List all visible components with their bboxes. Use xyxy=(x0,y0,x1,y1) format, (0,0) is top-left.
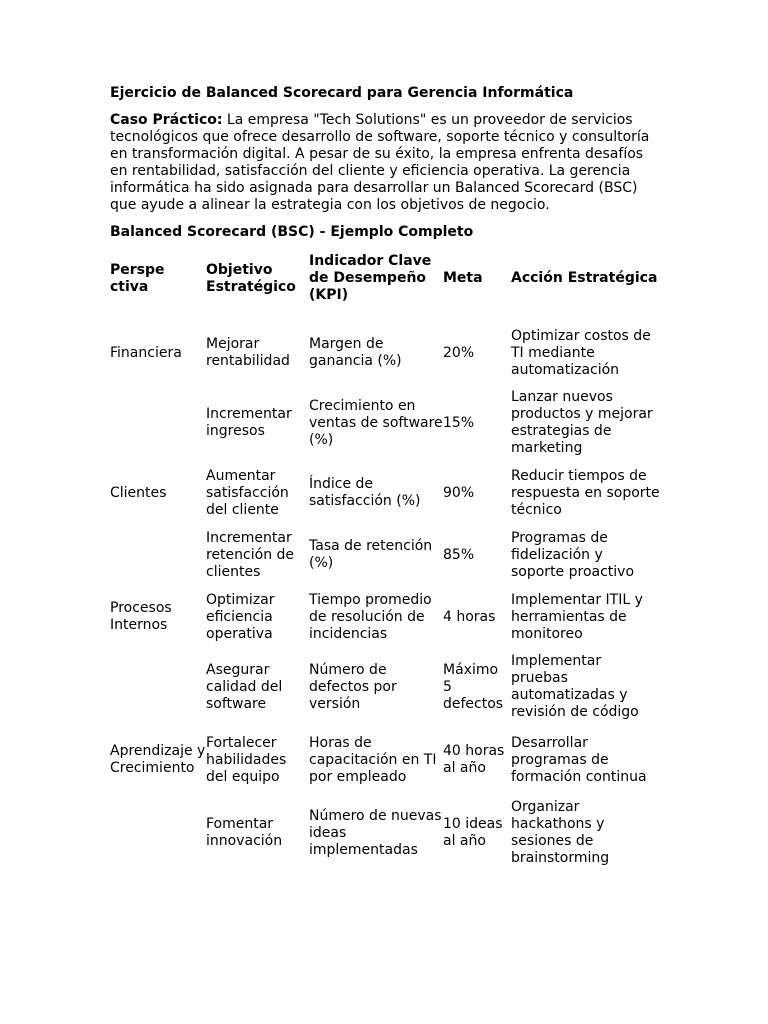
cell-accion: Desarrollar programas de formación continua xyxy=(511,734,647,785)
cell-accion: Implementar pruebas automatizadas y revisión de código xyxy=(511,653,639,720)
cell-accion: Optimizar costos de TI mediante automatización xyxy=(511,327,651,378)
cell-meta: Máximo 5 defectos xyxy=(443,661,504,712)
document-content xyxy=(110,85,660,872)
cell-objetivo: Mejorar rentabilidad xyxy=(206,336,290,369)
cell-objetivo: Aumentar satisfacción del cliente xyxy=(206,467,289,518)
cell-kpi: Tasa de retención (%) xyxy=(309,538,433,571)
header-perspectiva: Perspectiva xyxy=(110,261,165,295)
table-row xyxy=(110,524,660,586)
table-row xyxy=(110,462,660,524)
header-accion: Acción Estratégica xyxy=(511,270,658,286)
cell-kpi: Número de defectos por versión xyxy=(309,661,397,712)
header-kpi: Indicador Clave de Desempeño (KPI) xyxy=(309,253,432,303)
cell-perspectiva: Aprendizaje y Crecimiento xyxy=(110,743,206,776)
table-row xyxy=(110,384,660,462)
cell-meta: 15% xyxy=(443,414,475,431)
header-objetivo: Objetivo Estratégico xyxy=(206,261,296,295)
cell-perspectiva: Clientes xyxy=(110,484,167,501)
cell-perspectiva xyxy=(110,524,206,586)
cell-meta: 4 horas xyxy=(443,608,496,625)
table-row xyxy=(110,586,660,648)
table-row xyxy=(110,726,660,794)
cell-meta: 10 ideas al año xyxy=(443,816,503,849)
cell-perspectiva: Procesos Internos xyxy=(110,600,172,633)
intro-text: La empresa "Tech Solutions" es un proveedor de servicios tecnológicos que ofrece desarrollo de software, soporte técnico y consultoría en transformación digital. A pesar de su éxito, la empresa enfrenta desafíos en rentabilidad, satisfacción del cliente y eficiencia operativa. La gerencia informática ha sido asignada para desarrollar un Balanced Scorecard (BSC) que ayude a alinear la estrategia con los objetivos de negocio. xyxy=(110,112,650,213)
cell-objetivo: Incrementar retención de clientes xyxy=(206,529,295,580)
cell-objetivo: Fomentar innovación xyxy=(206,816,283,849)
cell-kpi: Crecimiento en ventas de software (%) xyxy=(309,397,443,448)
bsc-table xyxy=(110,253,660,872)
intro-paragraph xyxy=(110,112,660,214)
cell-accion: Programas de fidelización y soporte proactivo xyxy=(511,529,635,580)
cell-accion: Lanzar nuevos productos y mejorar estrategias de marketing xyxy=(511,389,653,456)
cell-kpi: Margen de ganancia (%) xyxy=(309,336,402,369)
cell-meta: 90% xyxy=(443,484,475,501)
intro-label: Caso Práctico: xyxy=(110,112,223,128)
cell-objetivo: Optimizar eficiencia operativa xyxy=(206,591,275,642)
cell-meta: 85% xyxy=(443,546,475,563)
cell-accion: Organizar hackathons y sesiones de brainstorming xyxy=(511,799,610,866)
table-row xyxy=(110,322,660,384)
cell-kpi: Número de nuevas ideas implementadas xyxy=(309,807,442,858)
cell-perspectiva xyxy=(110,648,206,726)
table-row xyxy=(110,648,660,726)
cell-meta: 20% xyxy=(443,344,475,361)
cell-objetivo: Asegurar calidad del software xyxy=(206,661,283,712)
table-row xyxy=(110,794,660,872)
cell-accion: Reducir tiempos de respuesta en soporte técnico xyxy=(511,467,660,518)
cell-perspectiva xyxy=(110,794,206,872)
document-title: Ejercicio de Balanced Scorecard para Gerencia Informática xyxy=(110,85,574,101)
cell-meta: 40 horas al año xyxy=(443,743,505,776)
table-title: Balanced Scorecard (BSC) - Ejemplo Completo xyxy=(110,224,474,240)
cell-perspectiva: Financiera xyxy=(110,344,182,361)
cell-kpi: Índice de satisfacción (%) xyxy=(309,476,421,509)
cell-perspectiva xyxy=(110,384,206,462)
cell-objetivo: Fortalecer habilidades del equipo xyxy=(206,734,287,785)
cell-kpi: Horas de capacitación en TI por empleado xyxy=(309,734,437,785)
header-meta: Meta xyxy=(443,270,483,286)
cell-kpi: Tiempo promedio de resolución de incidencias xyxy=(309,591,432,642)
cell-accion: Implementar ITIL y herramientas de monitoreo xyxy=(511,591,643,642)
table-header-row xyxy=(110,253,660,304)
cell-objetivo: Incrementar ingresos xyxy=(206,406,292,439)
